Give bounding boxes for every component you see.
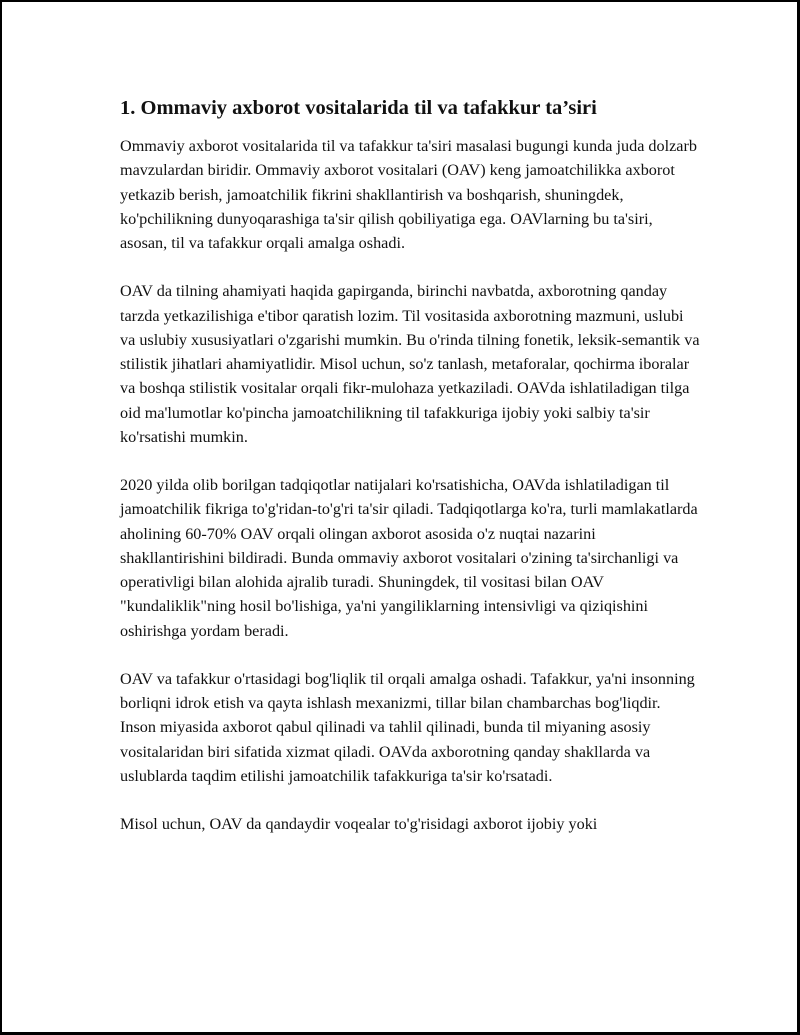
paragraph-2: OAV da tilning ahamiyati haqida gapirganda, birinchi navbatda, axborotning qanday tarzda yetkazilishiga e'tibor qaratish lozim. Til vositasida axborotning mazmuni, uslubi va uslubiy xususiyatlari o'zgarishi mumkin. Bu o'rinda tilning fonetik, leksik-semantik va stilistik jihatlari ahamiyatlidir. Misol uchun, so'z tanlash, metaforalar, qochirma iboralar va boshqa stilistik vositalar orqali fikr-mulohaza yetkaziladi. OAVda ishlatiladigan tilga oid ma'lumotlar ko'pincha jamoatchilikning til tafakkuriga ijobiy yoki salbiy ta'sir ko'rsatishi mumkin. xyxy=(120,282,700,446)
paragraph-4: OAV va tafakkur o'rtasidagi bog'liqlik til orqali amalga oshadi. Tafakkur, ya'ni insonning borliqni idrok etish va qayta ishlash mexanizmi, tillar bilan chambarchas bog'liqdir. Inson miyasida axborot qabul qilinadi va tahlil qilinadi, bunda til miyaning asosiy vositalaridan biri sifatida xizmat qiladi. OAVda axborotning qanday shakllarda va uslublarda taqdim etilishi jamoatchilik tafakkuriga ta'sir ko'rsatadi. xyxy=(120,669,695,785)
paragraph-1: Ommaviy axborot vositalarida til va tafakkur ta'siri masalasi bugungi kunda juda dolzarb mavzulardan biridir. Ommaviy axborot vositalari (OAV) keng jamoatchilikka axborot yetkazib berish, jamoatchilik fikrini shakllantirish va boshqarish, shuningdek, ko'pchilikning dunyoqarashiga ta'sir qilish qobiliyatiga ega. OAVlarning bu ta'siri, asosan, til va tafakkur orqali amalga oshadi. xyxy=(120,137,697,252)
section-heading: 1. Ommaviy axborot vositalarida til va tafakkur ta’siri xyxy=(120,97,597,119)
document-body xyxy=(120,94,700,860)
paragraph-5: Misol uchun, OAV da qandaydir voqealar to'g'risidagi axborot ijobiy yoki xyxy=(120,815,598,833)
paragraph-3: 2020 yilda olib borilgan tadqiqotlar natijalari ko'rsatishicha, OAVda ishlatiladigan til jamoatchilik fikriga to'g'ridan-to'g'ri ta'sir qiladi. Tadqiqotlarga ko'ra, turli mamlakatlarda aholining 60-70% OAV orqali olingan axborot asosida o'z nuqtai nazarini shakllantirishini bildiradi. Bunda ommaviy axborot vositalari o'zining ta'sirchanligi va operativligi bilan alohida ajralib turadi. Shuningdek, til vositasi bilan OAV "kundaliklik"ning hosil bo'lishiga, ya'ni yangiliklarning intensivligi va qiziqishini oshirishga yordam beradi. xyxy=(120,476,698,640)
